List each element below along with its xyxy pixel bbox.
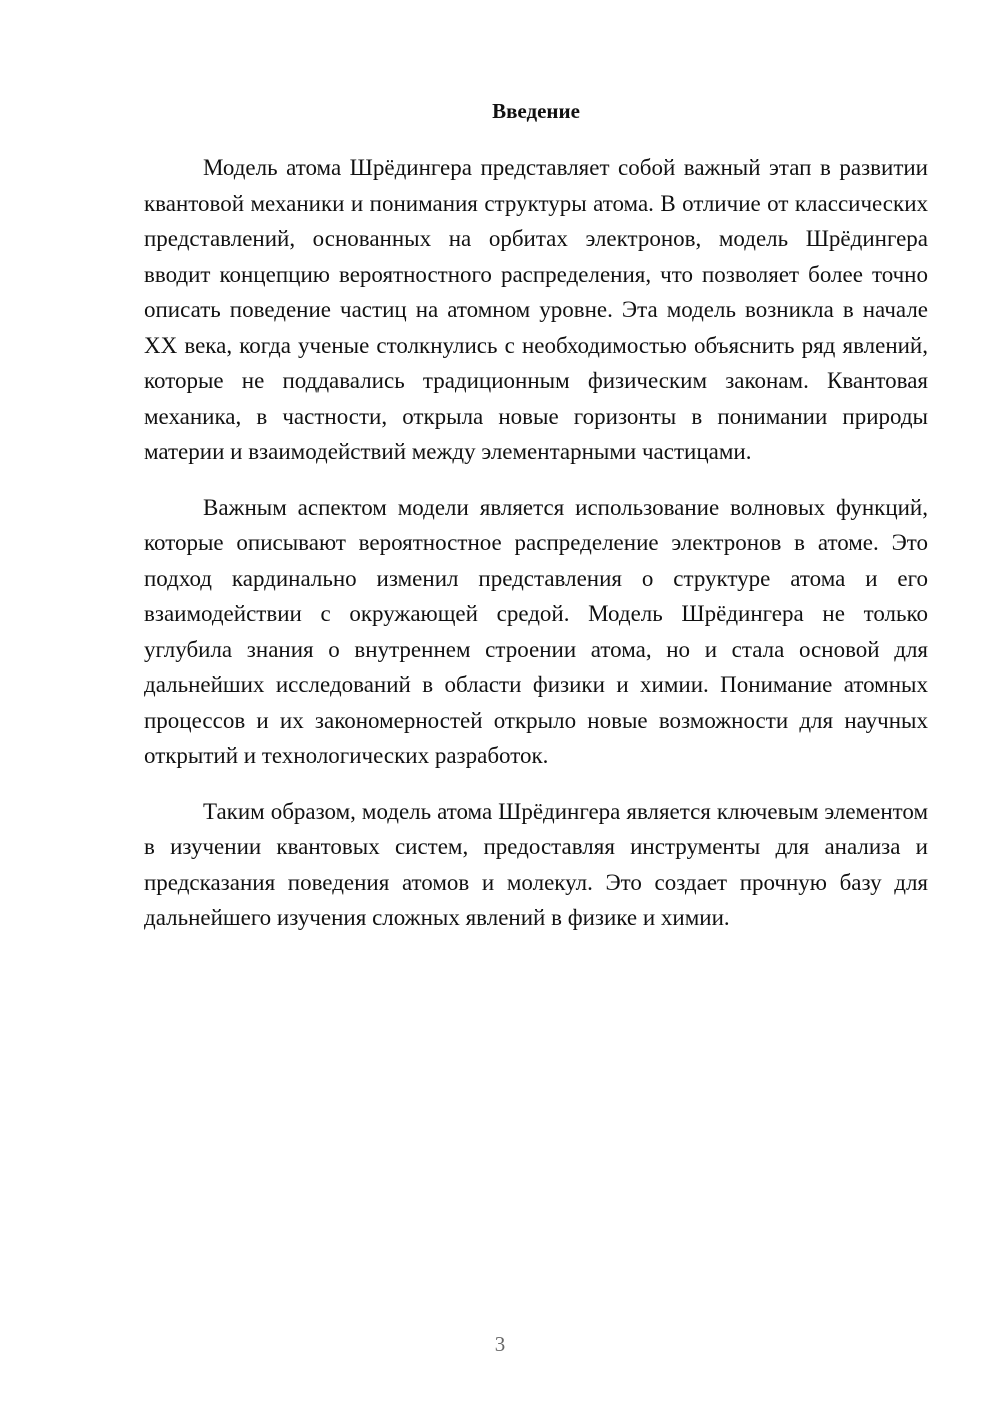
page-number: 3 [494,1332,506,1356]
page-content [144,92,928,956]
section-title: Введение [492,99,580,123]
paragraph-1: Модель атома Шрёдингера представляет собой важный этап в развитии квантовой механики и понимания структуры атома. В отличие от классических представлений, основанных на орбитах электронов, модель Шрёдингера вводит концепцию вероятностного распределения, что позволяет более точно описать поведение частиц на атомном уровне. Эта модель возникла в начале XX века, когда ученые столкнулись с необходимостью объяснить ряд явлений, которые не поддавались традиционным физическим законам. Квантовая механика, в частности, открыла новые горизонты в понимании природы материи и взаимодействий между элементарными частицами. [144,155,928,464]
paragraph-2: Важным аспектом модели является использование волновых функций, которые описывают вероятностное распределение электронов в атоме. Это подход кардинально изменил представления о структуре атома и его взаимодействии с окружающей средой. Модель Шрёдингера не только углубила знания о внутреннем строении атома, но и стала основой для дальнейших исследований в области физики и химии. Понимание атомных процессов и их закономерностей открыло новые возможности для научных открытий и технологических разработок. [144,494,928,768]
paragraph-3: Таким образом, модель атома Шрёдингера является ключевым элементом в изучении квантовых систем, предоставляя инструменты для анализа и предсказания поведения атомов и молекул. Это создает прочную базу для дальнейшего изучения сложных явлений в физике и химии. [144,798,928,930]
